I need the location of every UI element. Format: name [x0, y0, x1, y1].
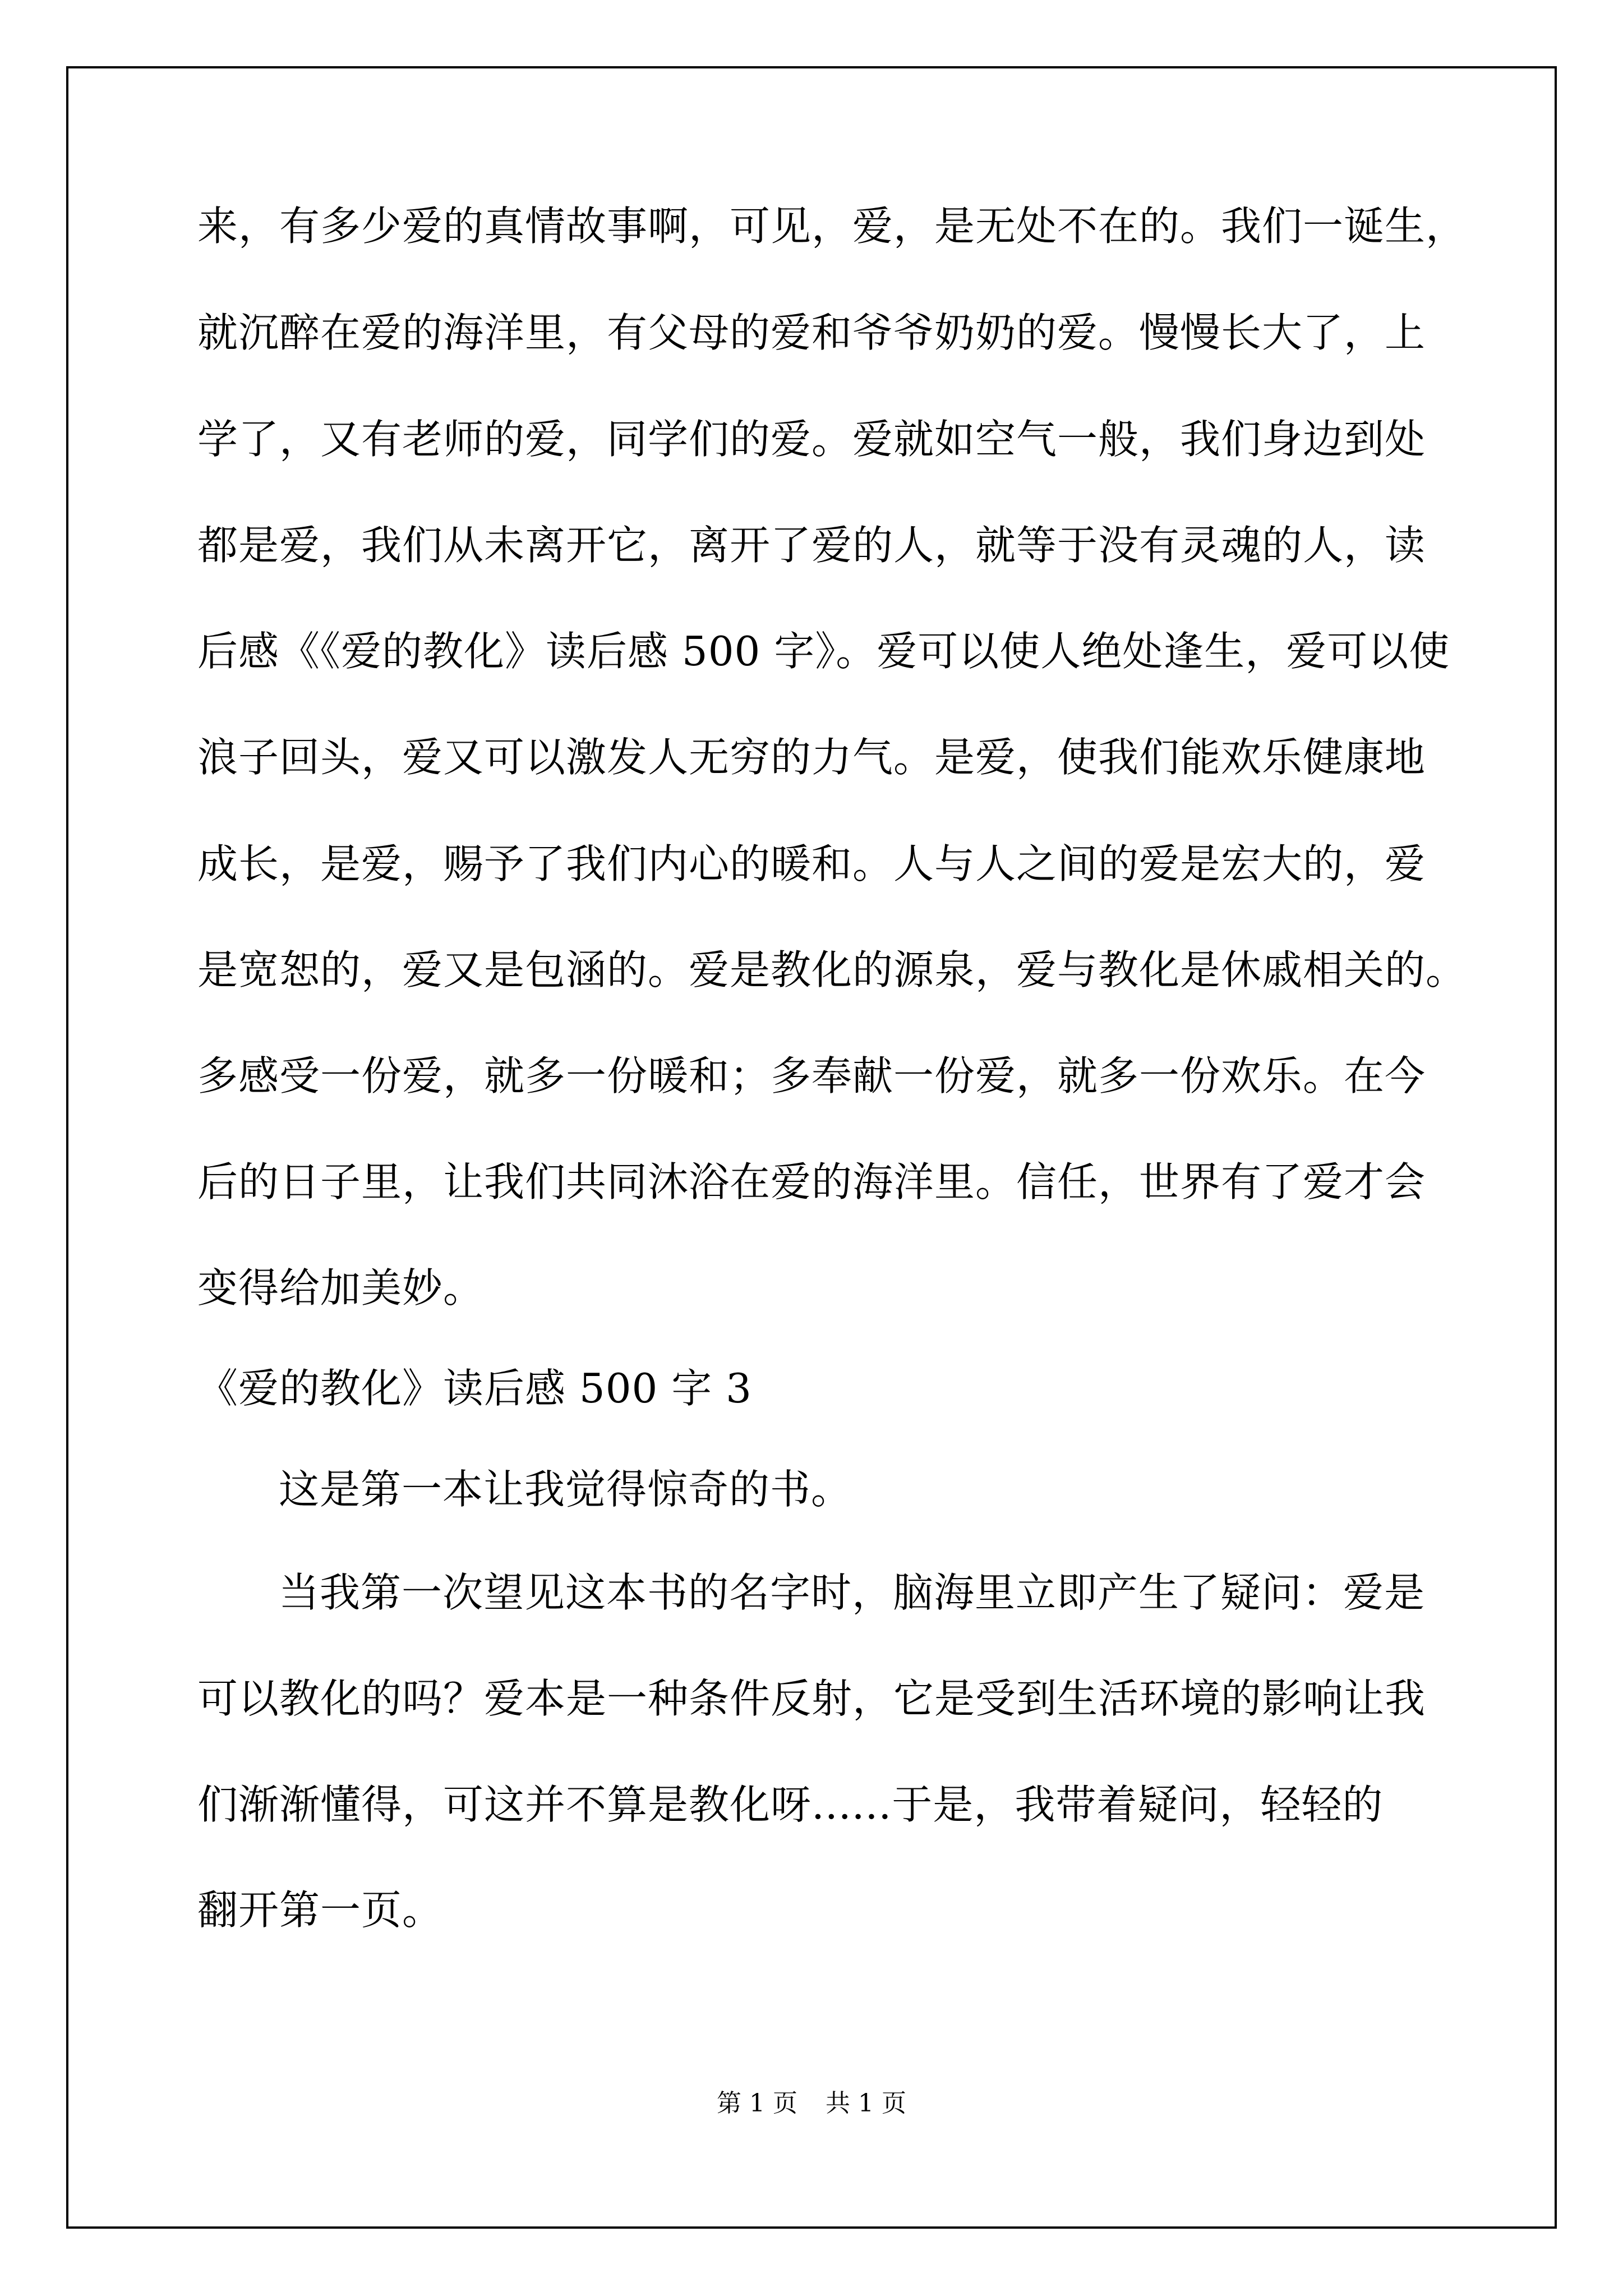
paragraph-line: 翻开第一页。 — [197, 1887, 444, 1934]
paragraph-line: 可以教化的吗？爱本是一种条件反射，它是受到生活环境的影响让我 — [197, 1675, 1426, 1722]
paragraph-line: 后感《《爱的教化》读后感 500 字》。爱可以使人绝处逢生，爱可以使 — [197, 628, 1450, 675]
paragraph-line: 后的日子里，让我们共同沐浴在爱的海洋里。信任，世界有了爱才会 — [197, 1158, 1426, 1205]
paragraph-line: 学了，又有老师的爱，同学们的爱。爱就如空气一般，我们身边到处 — [197, 416, 1426, 463]
paragraph-line: 变得给加美妙。 — [197, 1264, 485, 1312]
paragraph-line: 这是第一本让我觉得惊奇的书。 — [279, 1466, 852, 1513]
paragraph-line: 当我第一次望见这本书的名字时，脑海里立即产生了疑问：爱是 — [279, 1569, 1426, 1616]
paragraph-line: 浪子回头，爱又可以激发人无穷的力气。是爱，使我们能欢乐健康地 — [197, 734, 1426, 781]
paragraph-line: 成长，是爱，赐予了我们内心的暖和。人与人之间的爱是宏大的，爱 — [197, 840, 1426, 887]
page-total: 共 1 页 — [826, 2089, 906, 2118]
paragraph-line: 们渐渐懂得，可这并不算是教化呀......于是，我带着疑问，轻轻的 — [197, 1781, 1384, 1828]
paragraph-line: 是宽恕的，爱又是包涵的。爱是教化的源泉，爱与教化是休戚相关的。 — [197, 946, 1467, 993]
page-number: 第 1 页 — [717, 2089, 797, 2118]
section-heading: 《爱的教化》读后感 500 字 3 — [197, 1365, 752, 1412]
paragraph-line: 多感受一份爱，就多一份暖和；多奉献一份爱，就多一份欢乐。在今 — [197, 1052, 1426, 1099]
paragraph-line: 都是爱，我们从未离开它，离开了爱的人，就等于没有灵魂的人，读 — [197, 522, 1426, 569]
paragraph-line: 就沉醉在爱的海洋里，有父母的爱和爷爷奶奶的爱。慢慢长大了，上 — [197, 309, 1426, 356]
paragraph-line: 来，有多少爱的真情故事啊，可见，爱，是无处不在的。我们一诞生， — [197, 203, 1467, 250]
page-footer — [0, 2087, 1623, 2120]
